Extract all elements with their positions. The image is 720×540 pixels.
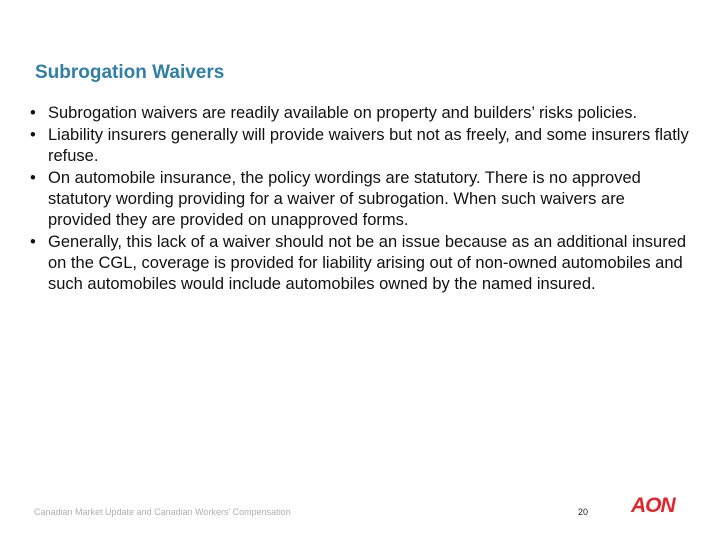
bullet-marker: • xyxy=(30,126,36,144)
footer-text: Canadian Market Update and Canadian Workers' Compensation xyxy=(34,507,291,517)
bullet-item xyxy=(30,232,690,295)
page-number: 20 xyxy=(578,507,589,517)
aon-logo: AON xyxy=(631,494,675,517)
bullet-item xyxy=(30,103,690,124)
bullet-item xyxy=(30,125,690,167)
bullet-text: Liability insurers generally will provide waivers but not as freely, and some insurers flatly refuse. xyxy=(48,126,689,165)
bullet-text: On automobile insurance, the policy wordings are statutory. There is no approved statutory wording providing for a waiver of subrogation. When such waivers are provided they are provided on unapproved forms. xyxy=(48,169,641,229)
bullet-marker: • xyxy=(30,104,36,122)
bullet-text: Subrogation waivers are readily available on property and builders’ risks policies. xyxy=(48,104,638,122)
slide-title: Subrogation Waivers xyxy=(35,62,225,83)
bullet-marker: • xyxy=(30,233,36,251)
bullet-text: Generally, this lack of a waiver should not be an issue because as an additional insured on the CGL, coverage is provided for liability arising out of non-owned automobiles and such automobiles would include automobiles owned by the named insured. xyxy=(48,233,687,293)
bullet-list xyxy=(30,103,690,296)
bullet-marker: • xyxy=(30,169,36,187)
bullet-item xyxy=(30,168,690,231)
